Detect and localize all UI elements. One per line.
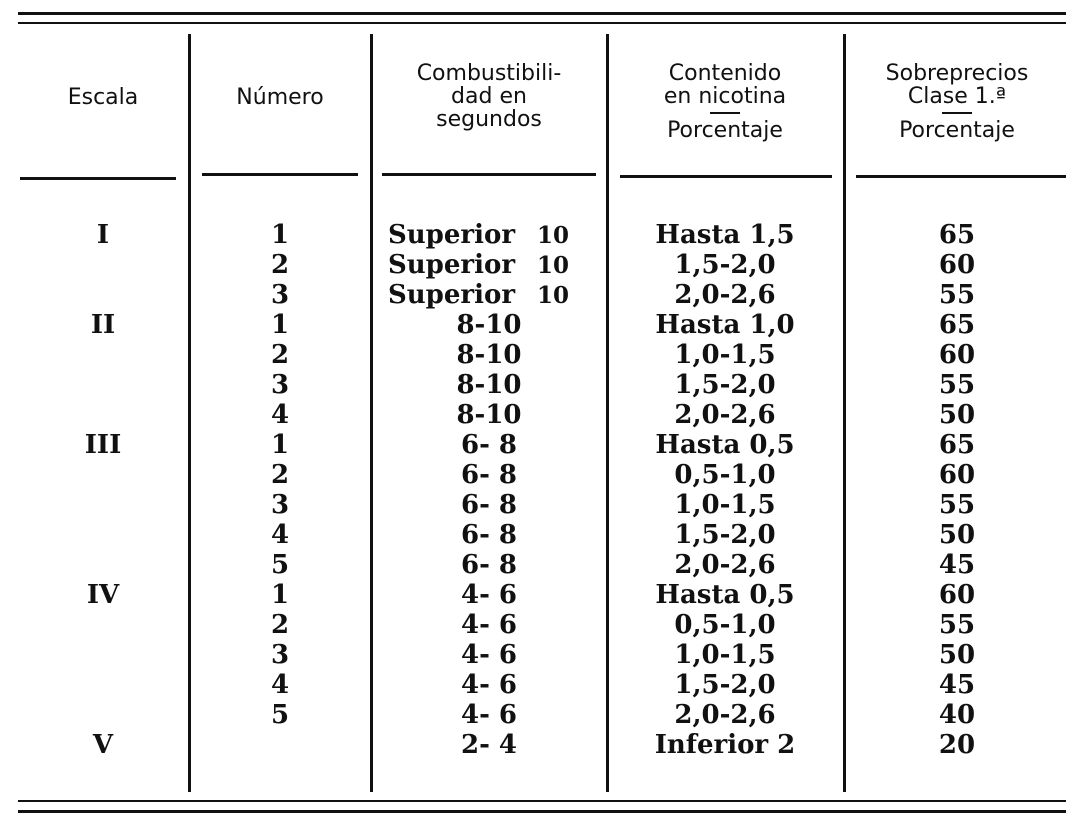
nicotina-cell: 2,0-2,6: [674, 700, 776, 730]
bottom-rule-inner: [18, 800, 1066, 802]
escala-cell: [20, 460, 186, 490]
header-nicotina: [610, 62, 840, 142]
nicotina-cell: 1,5-2,0: [674, 670, 776, 700]
header-escala-text: Escala: [67, 85, 139, 110]
numero-cell: 4: [270, 400, 290, 430]
combustibilidad-cell: 6- 8: [460, 460, 518, 490]
combustibilidad-cell: [374, 280, 604, 310]
numero-cell: 1: [270, 430, 290, 460]
numero-cell: 3: [270, 370, 290, 400]
nicotina-cell: 2,0-2,6: [674, 280, 776, 310]
combustibilidad-cell: 4- 6: [460, 700, 518, 730]
nicotina-cell: Hasta 0,5: [655, 580, 795, 610]
escala-cell: [20, 670, 186, 700]
numero-cell: 2: [270, 460, 290, 490]
sobreprecio-cell: 60: [938, 340, 976, 370]
numero-cell: [192, 730, 368, 760]
combustibilidad-cell: 4- 6: [460, 580, 518, 610]
header-comb-line1: Combustibili-: [416, 61, 562, 86]
nicotina-cell: Hasta 0,5: [655, 430, 795, 460]
nicotina-cell: 1,0-1,5: [674, 490, 776, 520]
sobreprecio-cell: 45: [938, 670, 976, 700]
column-numero: [192, 220, 368, 760]
header-sobreprecios: [847, 62, 1067, 142]
sobreprecio-cell: 40: [938, 700, 976, 730]
numero-cell: 4: [270, 670, 290, 700]
numero-cell: 5: [270, 550, 290, 580]
header-nic-line1: Contenido: [668, 61, 782, 86]
header-underline-numero: [202, 173, 358, 176]
header-nic-dash: [710, 112, 740, 114]
nicotina-cell: Hasta 1,0: [655, 310, 795, 340]
escala-cell: [20, 610, 186, 640]
combustibilidad-cell: 6- 8: [460, 490, 518, 520]
sobreprecio-cell: 65: [938, 430, 976, 460]
combustibilidad-cell: [374, 220, 604, 250]
column-combustibilidad: [374, 220, 604, 760]
escala-cell: [20, 490, 186, 520]
combustibilidad-label: Superior: [388, 250, 516, 280]
header-sob-dash: [942, 112, 972, 114]
combustibilidad-cell: 8-10: [456, 340, 522, 370]
numero-cell: 1: [270, 220, 290, 250]
header-numero-text: Número: [236, 85, 324, 110]
numero-cell: 3: [270, 490, 290, 520]
escala-cell: [20, 280, 186, 310]
sobreprecio-cell: 60: [938, 460, 976, 490]
combustibilidad-cell: 2- 4: [460, 730, 518, 760]
sobreprecio-cell: 50: [938, 400, 976, 430]
combustibilidad-cell: [374, 250, 604, 280]
header-comb-line2: dad en: [451, 84, 527, 109]
combustibilidad-cell: 8-10: [456, 310, 522, 340]
sobreprecio-cell: 60: [938, 250, 976, 280]
escala-cell: II: [90, 310, 116, 340]
sobreprecio-cell: 55: [938, 280, 976, 310]
combustibilidad-value: 10: [537, 252, 570, 279]
column-divider-3: [606, 34, 609, 792]
bottom-rule-outer: [18, 810, 1066, 813]
numero-cell: 1: [270, 580, 290, 610]
numero-cell: 2: [270, 610, 290, 640]
header-sob-line3: Porcentaje: [899, 118, 1015, 143]
column-escala: [20, 220, 186, 760]
escala-cell: V: [92, 730, 114, 760]
nicotina-cell: 1,5-2,0: [674, 370, 776, 400]
numero-cell: 3: [270, 640, 290, 670]
header-nic-line2: en nicotina: [663, 84, 787, 109]
sobreprecio-cell: 55: [938, 370, 976, 400]
sobreprecio-cell: 65: [938, 310, 976, 340]
header-nic-line3: Porcentaje: [667, 118, 783, 143]
nicotina-cell: 2,0-2,6: [674, 400, 776, 430]
combustibilidad-cell: 6- 8: [460, 550, 518, 580]
combustibilidad-cell: 6- 8: [460, 430, 518, 460]
nicotina-cell: Inferior 2: [654, 730, 796, 760]
sobreprecio-cell: 45: [938, 550, 976, 580]
header-combustibilidad: [374, 62, 604, 131]
sobreprecio-cell: 50: [938, 520, 976, 550]
numero-cell: 3: [270, 280, 290, 310]
escala-cell: III: [84, 430, 122, 460]
escala-cell: [20, 700, 186, 730]
numero-cell: 2: [270, 250, 290, 280]
nicotina-cell: 1,5-2,0: [674, 520, 776, 550]
sobreprecio-cell: 20: [938, 730, 976, 760]
header-underline-sobreprecios: [856, 175, 1066, 178]
escala-cell: [20, 520, 186, 550]
escala-cell: [20, 550, 186, 580]
escala-cell: [20, 370, 186, 400]
escala-cell: I: [96, 220, 110, 250]
header-underline-nicotina: [620, 175, 832, 178]
sobreprecio-cell: 55: [938, 610, 976, 640]
header-escala: [20, 86, 186, 109]
header-underline-comb: [382, 173, 596, 176]
escala-cell: [20, 340, 186, 370]
numero-cell: 5: [270, 700, 290, 730]
column-divider-1: [188, 34, 191, 792]
header-numero: [192, 86, 368, 109]
column-divider-4: [843, 34, 846, 792]
column-nicotina: [610, 220, 840, 760]
nicotina-cell: 1,0-1,5: [674, 640, 776, 670]
numero-cell: 4: [270, 520, 290, 550]
combustibilidad-cell: 4- 6: [460, 610, 518, 640]
column-divider-2: [370, 34, 373, 792]
combustibilidad-value: 10: [537, 282, 570, 309]
header-comb-line3: segundos: [436, 107, 542, 132]
combustibilidad-cell: 6- 8: [460, 520, 518, 550]
nicotina-cell: Hasta 1,5: [655, 220, 795, 250]
column-sobreprecios: [847, 220, 1067, 760]
numero-cell: 2: [270, 340, 290, 370]
combustibilidad-label: Superior: [388, 280, 516, 310]
combustibilidad-cell: 8-10: [456, 370, 522, 400]
escala-cell: [20, 400, 186, 430]
nicotina-cell: 0,5-1,0: [674, 460, 776, 490]
escala-cell: [20, 640, 186, 670]
header-sob-line1: Sobreprecios: [885, 61, 1029, 86]
nicotina-cell: 2,0-2,6: [674, 550, 776, 580]
top-rule-outer: [18, 12, 1066, 15]
combustibilidad-cell: 8-10: [456, 400, 522, 430]
top-rule-inner: [18, 22, 1066, 24]
combustibilidad-cell: 4- 6: [460, 670, 518, 700]
escala-cell: IV: [86, 580, 120, 610]
sobreprecio-cell: 50: [938, 640, 976, 670]
combustibilidad-value: 10: [537, 222, 570, 249]
nicotina-cell: 1,0-1,5: [674, 340, 776, 370]
nicotina-cell: 1,5-2,0: [674, 250, 776, 280]
numero-cell: 1: [270, 310, 290, 340]
sobreprecio-cell: 55: [938, 490, 976, 520]
header-sob-line2: Clase 1.ª: [907, 84, 1007, 109]
escala-cell: [20, 250, 186, 280]
combustibilidad-label: Superior: [388, 220, 516, 250]
sobreprecio-cell: 60: [938, 580, 976, 610]
nicotina-cell: 0,5-1,0: [674, 610, 776, 640]
header-underline-escala: [20, 177, 176, 180]
sobreprecio-cell: 65: [938, 220, 976, 250]
combustibilidad-cell: 4- 6: [460, 640, 518, 670]
